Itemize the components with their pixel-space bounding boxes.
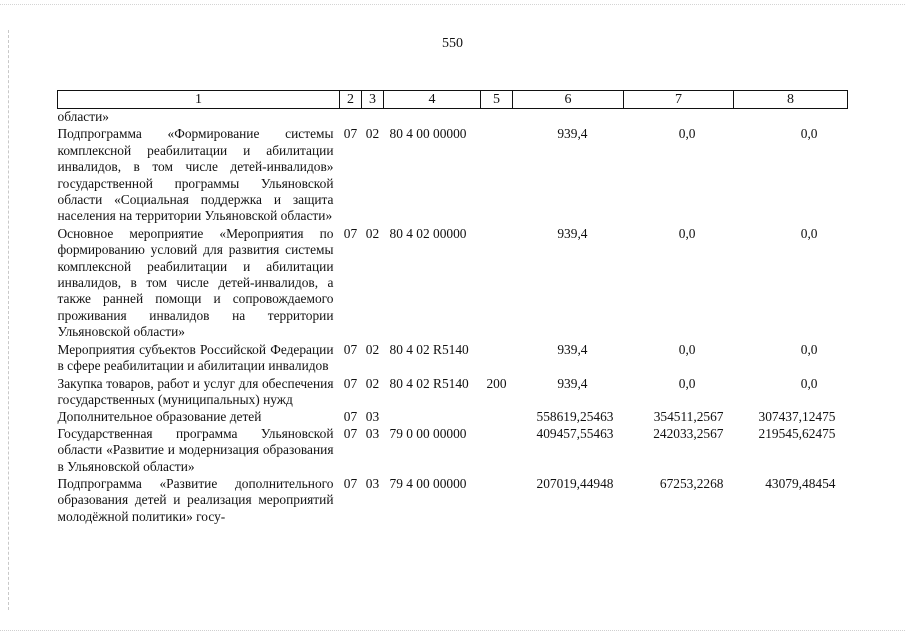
- row-expense-type: [481, 125, 513, 224]
- table-row: [58, 109, 848, 126]
- row-subsection: 03: [365, 409, 380, 425]
- row-section: 07: [343, 425, 358, 441]
- table-row: [58, 375, 848, 409]
- row-value-8: 0,0: [800, 225, 818, 241]
- row-target-code: [384, 109, 481, 126]
- row-subsection: 02: [365, 341, 380, 357]
- column-header-7: 7: [624, 91, 734, 109]
- row-value-8: 0,0: [800, 375, 818, 391]
- row-value-6: 558619,25463: [536, 409, 614, 425]
- row-target-code: 80 4 02 00000: [389, 225, 467, 241]
- row-section: 07: [343, 126, 358, 142]
- row-name: Подпрограмма «Развитие дополнительного образования детей и реализация мероприятий молодёжной политики» госу-: [57, 475, 334, 524]
- row-name: Основное мероприятие «Мероприятия по формированию условий для развития системы комплексной реабилитации и абилитации инвалидов, в том числе детей-инвалидов, а также ранней помощи и сопровождаемого проживания инвалидов на территории Ульяновской области»: [57, 225, 334, 340]
- row-name: Подпрограмма «Формирование системы комплексной реабилитации и абилитации инвалидов, в том числе детей-инвалидов» государственной программы Ульяновской области «Социальная поддержка и защита населения на территории Ульяновской области»: [57, 126, 334, 224]
- row-subsection: 03: [365, 425, 380, 441]
- row-value-6: [513, 109, 624, 126]
- table-row: [58, 125, 848, 224]
- row-value-6: 939,4: [557, 341, 588, 357]
- row-value-6: 207019,44948: [536, 475, 614, 491]
- row-value-7: 0,0: [678, 341, 696, 357]
- table-row: [58, 341, 848, 375]
- row-value-7: 354511,2567: [653, 409, 724, 425]
- row-value-8: 0,0: [800, 126, 818, 142]
- row-name: области»: [57, 109, 109, 124]
- table-row: [58, 426, 848, 475]
- column-header-5: 5: [481, 91, 513, 109]
- row-section: 07: [343, 341, 358, 357]
- row-value-8: 43079,48454: [765, 475, 836, 491]
- column-header-6: 6: [513, 91, 624, 109]
- row-subsection: 02: [365, 375, 380, 391]
- row-subsection: 03: [365, 475, 380, 491]
- row-section: 07: [343, 409, 358, 425]
- row-value-8: 0,0: [800, 341, 818, 357]
- table-row: [58, 408, 848, 425]
- row-value-6: 409457,55463: [536, 425, 614, 441]
- column-header-2: 2: [340, 91, 362, 109]
- row-expense-type: [481, 475, 513, 525]
- table-row: [58, 475, 848, 525]
- row-value-8: 307437,12475: [758, 409, 836, 425]
- row-value-6: 939,4: [557, 375, 588, 391]
- row-section: 07: [343, 475, 358, 491]
- row-name: Закупка товаров, работ и услуг для обеспечения государственных (муниципальных) нужд: [57, 375, 334, 407]
- table-header-row: [58, 91, 848, 109]
- row-value-6: 939,4: [557, 126, 588, 142]
- scan-margin-line: [8, 30, 9, 610]
- row-value-7: 67253,2268: [659, 475, 724, 491]
- row-value-7: [624, 109, 734, 126]
- row-section: 07: [343, 225, 358, 241]
- row-subsection: 02: [365, 126, 380, 142]
- row-target-code: [384, 408, 481, 425]
- row-expense-type: [481, 109, 513, 126]
- row-section: 07: [343, 375, 358, 391]
- row-value-6: 939,4: [557, 225, 588, 241]
- scan-edge-bottom: [0, 630, 905, 631]
- row-value-8: [734, 109, 848, 126]
- row-target-code: 80 4 02 R5140: [389, 375, 469, 391]
- row-expense-type: [481, 408, 513, 425]
- row-name: Мероприятия субъектов Российской Федерации в сфере реабилитации и абилитации инвалидов: [57, 341, 334, 374]
- table-row: [58, 225, 848, 341]
- row-value-7: 242033,2567: [653, 425, 724, 441]
- row-target-code: 80 4 02 R5140: [389, 341, 469, 357]
- column-header-1: 1: [58, 91, 340, 109]
- row-target-code: 79 4 00 00000: [389, 475, 467, 491]
- row-value-7: 0,0: [678, 126, 696, 142]
- budget-table: [57, 90, 848, 525]
- row-expense-type: [481, 426, 513, 475]
- row-subsection: [362, 109, 384, 126]
- row-target-code: 80 4 00 00000: [389, 126, 467, 142]
- row-value-8: 219545,62475: [758, 425, 836, 441]
- row-expense-type: [481, 225, 513, 341]
- row-subsection: 02: [365, 225, 380, 241]
- scan-edge-top: [0, 4, 905, 5]
- row-expense-type: 200: [486, 375, 507, 391]
- page-number: 550: [442, 36, 463, 51]
- row-expense-type: [481, 341, 513, 375]
- column-header-8: 8: [734, 91, 848, 109]
- row-target-code: 79 0 00 00000: [389, 425, 467, 441]
- column-header-3: 3: [362, 91, 384, 109]
- row-section: [340, 109, 362, 126]
- row-value-7: 0,0: [678, 225, 696, 241]
- row-value-7: 0,0: [678, 375, 696, 391]
- row-name: Дополнительное образование детей: [57, 409, 262, 425]
- column-header-4: 4: [384, 91, 481, 109]
- row-name: Государственная программа Ульяновской области «Развитие и модернизация образования в Ульяновской области»: [57, 425, 334, 474]
